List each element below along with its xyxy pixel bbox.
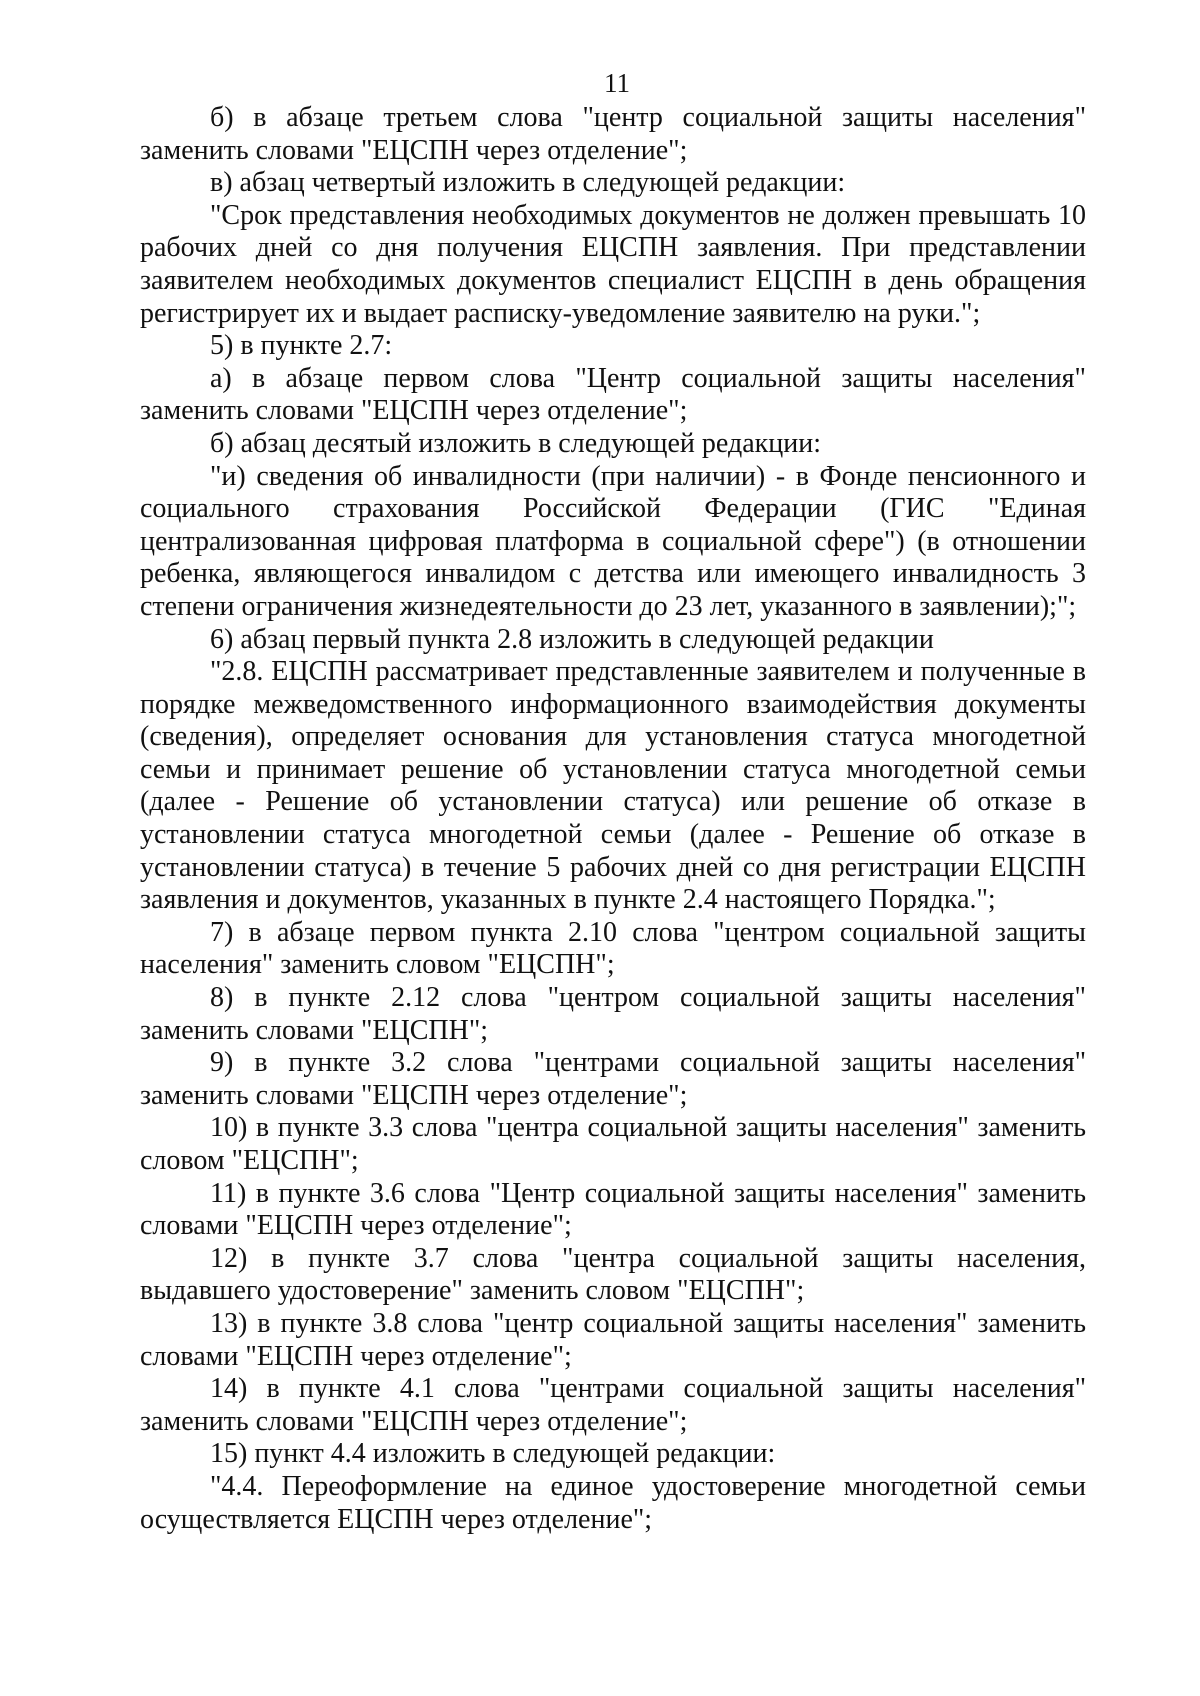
paragraph-srok-predstavleniya: "Срок представления необходимых документов не должен превышать 10 рабочих дней со дня получения ЕЦСПН заявления. При представлении заявителем необходимых документов специалист ЕЦСПН в день обращения регистрирует их и выдает расписку-уведомление заявителю на руки.";	[140, 199, 1086, 329]
paragraph-punkt-2-8: "2.8. ЕЦСПН рассматривает представленные заявителем и полученные в порядке межведомственного информационного взаимодействия документы (сведения), определяет основания для установления статуса многодетной семьи и принимает решение об установлении статуса многодетной семьи (далее - Решение об установлении статуса) или решение об отказе в установлении статуса многодетной семьи (далее - Решение об отказе в установлении статуса) в течение 5 рабочих дней со дня регистрации ЕЦСПН заявления и документов, указанных в пункте 2.4 настоящего Порядка.";	[140, 656, 1086, 916]
paragraph-item-14: 14) в пункте 4.1 слова "центрами социальной защиты населения" заменить словами "ЕЦСПН через отделение";	[140, 1373, 1086, 1437]
paragraph-6v-abzac-chetvertyi: в) абзац четвертый изложить в следующей редакции:	[210, 167, 846, 199]
paragraph-item-6: 6) абзац первый пункта 2.8 изложить в следующей редакции	[210, 623, 934, 655]
paragraph-item-8: 8) в пункте 2.12 слова "центром социальной защиты населения" заменить словами "ЕЦСПН";	[140, 982, 1086, 1046]
paragraph-item-11: 11) в пункте 3.6 слова "Центр социальной защиты населения" заменить словами "ЕЦСПН через отделение";	[140, 1177, 1086, 1242]
paragraph-item-13: 13) в пункте 3.8 слова "центр социальной защиты населения" заменить словами "ЕЦСПН через отделение";	[140, 1307, 1086, 1372]
paragraph-item-10: 10) в пункте 3.3 слова "центра социальной защиты населения" заменить словом "ЕЦСПН";	[140, 1112, 1086, 1176]
paragraph-item-12: 12) в пункте 3.7 слова "центра социальной защиты населения, выдавшего удостоверение" заменить словом "ЕЦСПН";	[140, 1242, 1086, 1307]
paragraph-punkt-4-4: "4.4. Переоформление на единое удостоверение многодетной семьи осуществляется ЕЦСПН через отделение";	[140, 1470, 1086, 1535]
paragraph-item-5: 5) в пункте 2.7:	[210, 330, 393, 362]
paragraph-item-5a: а) в абзаце первом слова "Центр социальной защиты населения" заменить словами "ЕЦСПН через отделение";	[140, 362, 1086, 427]
paragraph-item-15: 15) пункт 4.4 изложить в следующей редакции:	[210, 1438, 776, 1470]
page-number: 11	[604, 68, 630, 98]
paragraph-item-5b: б) абзац десятый изложить в следующей редакции:	[210, 427, 821, 459]
paragraph-item-9: 9) в пункте 3.2 слова "центрами социальной защиты населения" заменить словами "ЕЦСПН через отделение";	[140, 1047, 1086, 1111]
paragraph-item-7: 7) в абзаце первом пункта 2.10 слова "центром социальной защиты населения" заменить словом "ЕЦСПН";	[140, 916, 1086, 981]
document-body	[140, 102, 1086, 1536]
paragraph-6b-abzac-tretiy: б) в абзаце третьем слова "центр социальной защиты населения" заменить словами "ЕЦСПН через отделение";	[140, 102, 1086, 166]
paragraph-svedeniya-ob-invalidnosti: "и) сведения об инвалидности (при наличии) - в Фонде пенсионного и социального страхования Российской Федерации (ГИС "Единая централизованная цифровая платформа в социальной сфере") (в отношении ребенка, являющегося инвалидом с детства или имеющего инвалидность 3 степени ограничения жизнедеятельности до 23 лет, указанного в заявлении);";	[140, 460, 1086, 622]
